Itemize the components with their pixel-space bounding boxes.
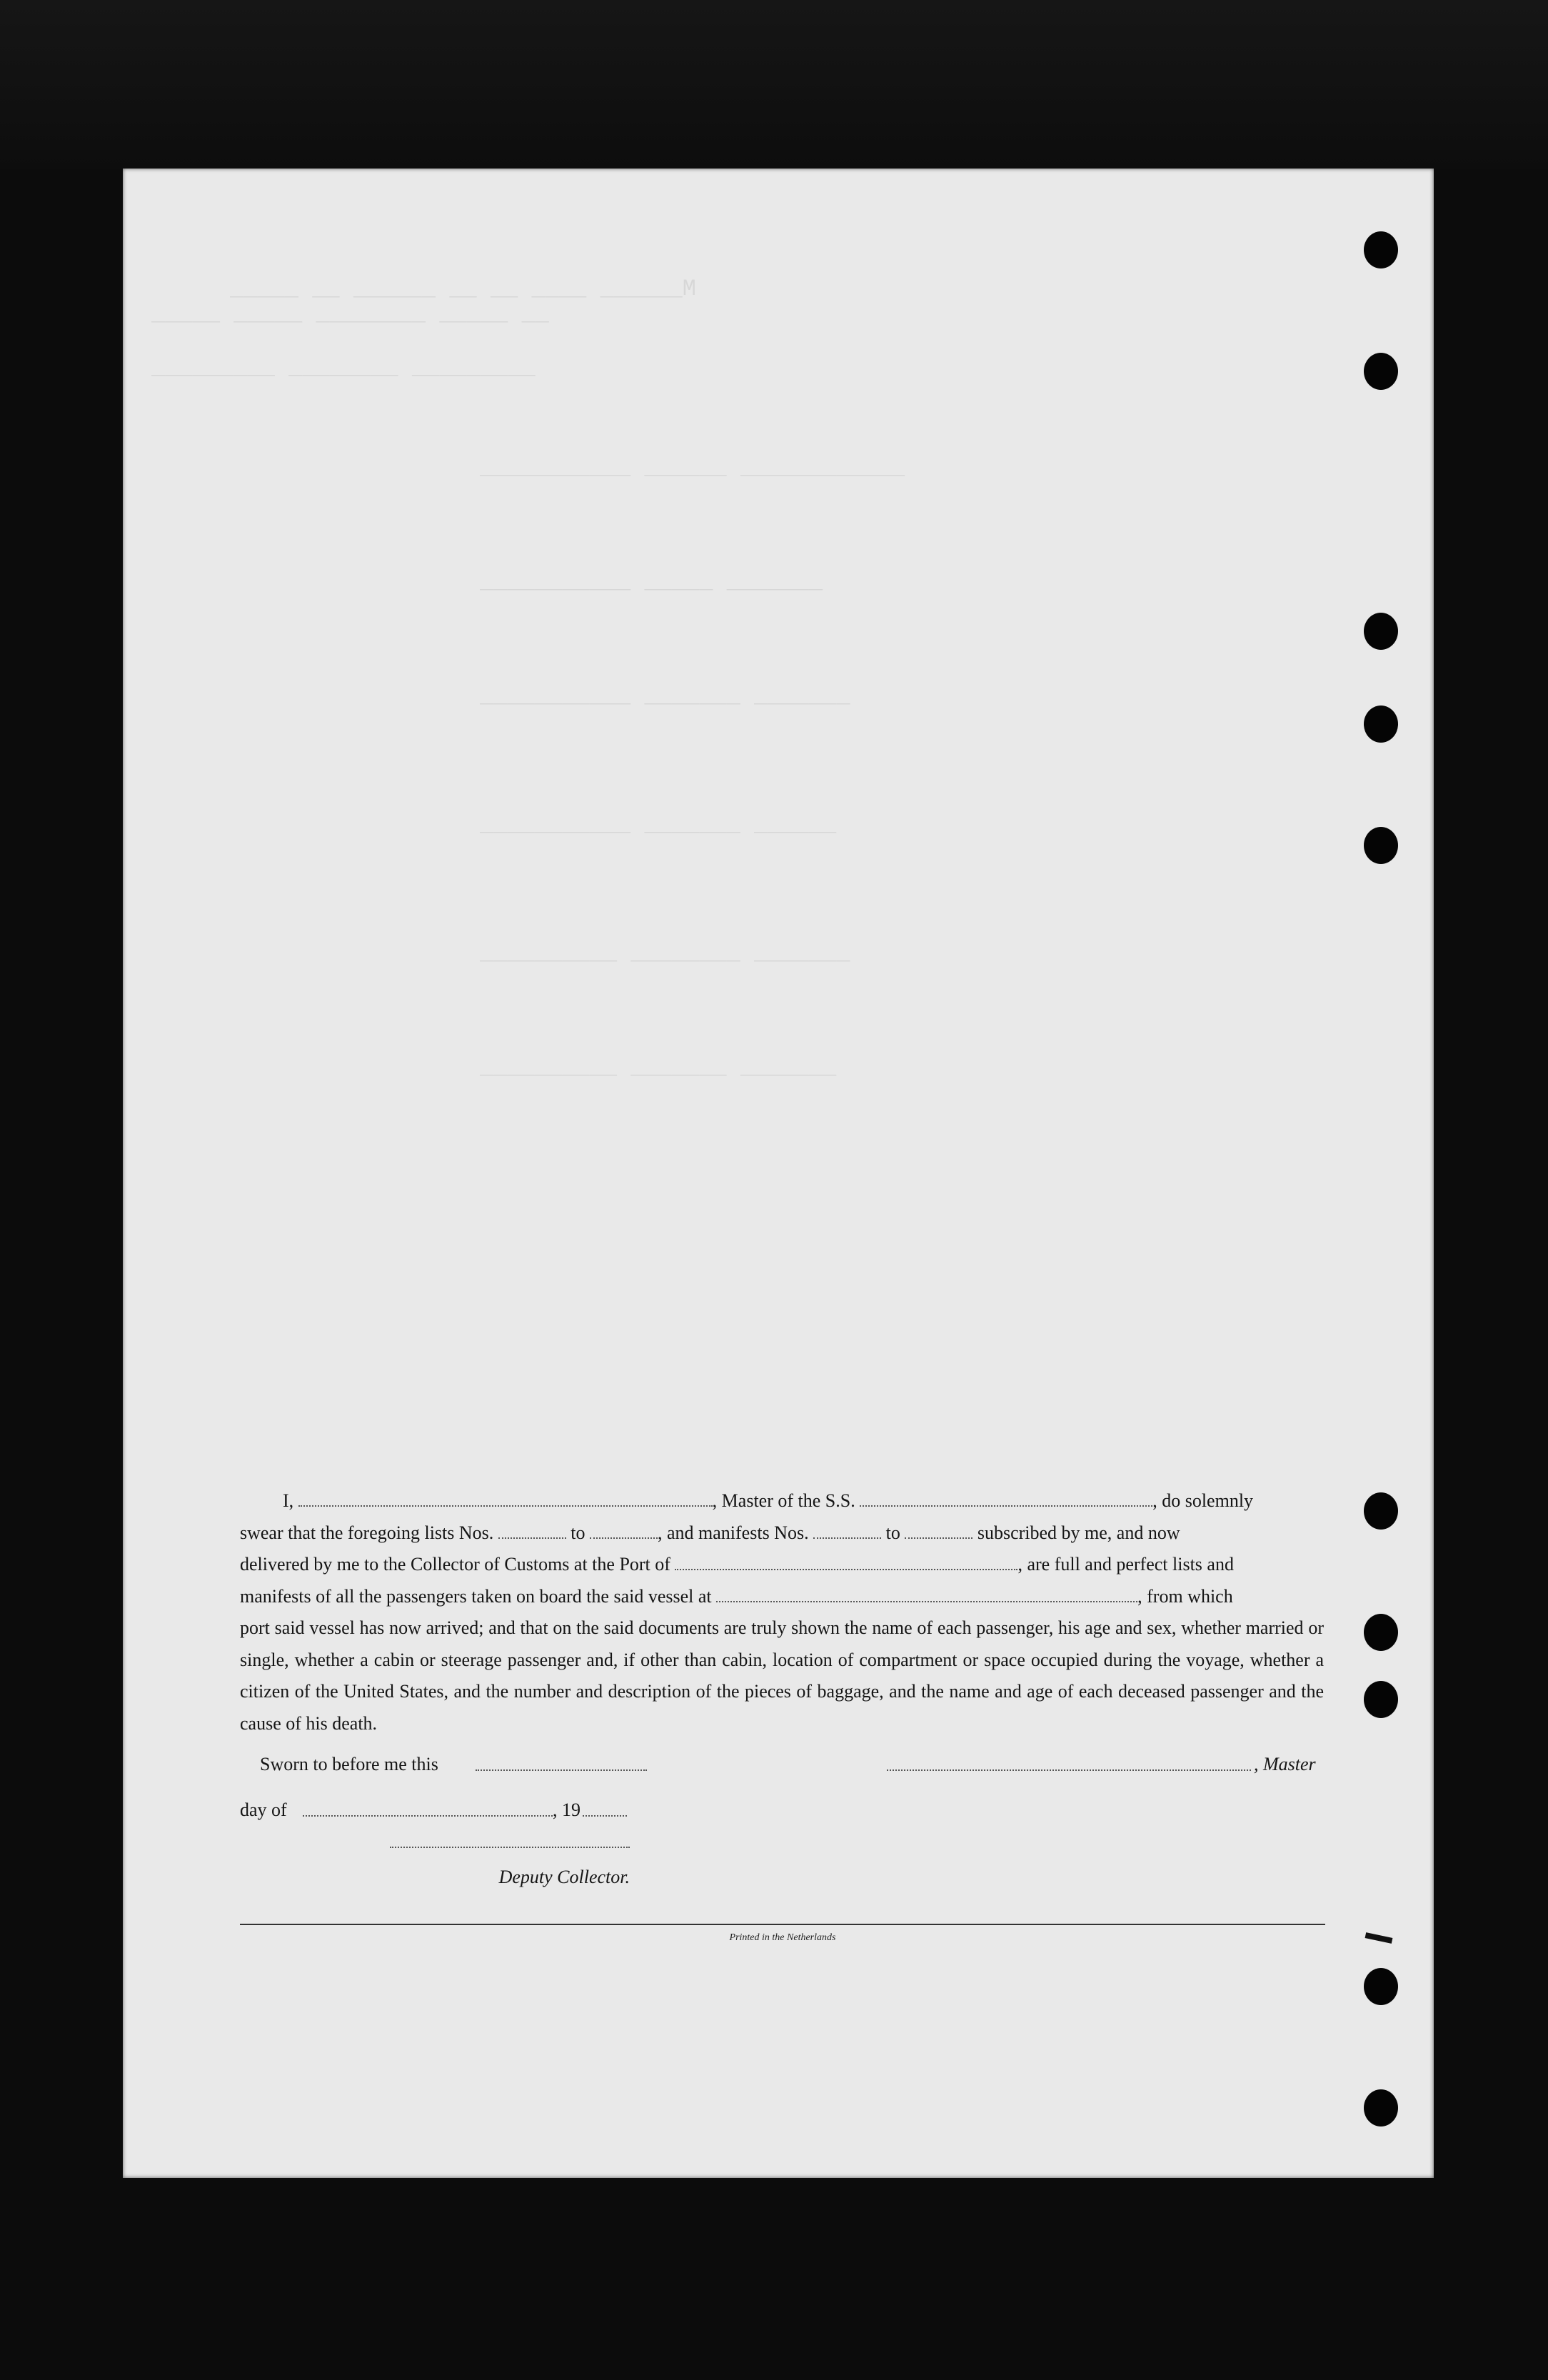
master-oath bbox=[240, 1485, 1324, 1739]
bleed-through-text: _______ _______ __________ bbox=[480, 1054, 837, 1080]
printer-imprint: Printed in the Netherlands bbox=[729, 1932, 836, 1943]
footer-rule bbox=[240, 1924, 1325, 1925]
master-signature-field[interactable] bbox=[887, 1755, 1251, 1771]
oath-lists-full-text: , are full and perfect lists and bbox=[1017, 1554, 1234, 1575]
month-field[interactable] bbox=[303, 1801, 553, 1817]
punch-hole bbox=[1364, 827, 1398, 864]
punch-hole bbox=[1364, 706, 1398, 743]
oath-i-text: I, bbox=[283, 1490, 294, 1511]
oath-vessel-at-text: manifests of all the passengers taken on board the said vessel at bbox=[240, 1585, 712, 1607]
punch-hole bbox=[1364, 2089, 1398, 2127]
punch-hole bbox=[1364, 353, 1398, 390]
master-label: , Master bbox=[1254, 1754, 1316, 1774]
oath-master-text: , Master of the S.S. bbox=[712, 1490, 855, 1511]
oath-from-which-text: , from which bbox=[1137, 1585, 1233, 1607]
lists-from-field[interactable] bbox=[498, 1523, 566, 1539]
punch-hole bbox=[1364, 1492, 1398, 1530]
oath-solemnly-text: , do solemnly bbox=[1152, 1490, 1254, 1511]
departure-port-field[interactable] bbox=[716, 1587, 1137, 1602]
oath-lists-text: swear that the foregoing lists Nos. bbox=[240, 1522, 494, 1543]
bleed-through-text: __ _____ ________ _____ _____ bbox=[151, 301, 549, 327]
oath-to-text: to bbox=[571, 1522, 585, 1543]
manifests-to-field[interactable] bbox=[905, 1523, 972, 1539]
deputy-collector-label: Deputy Collector. bbox=[498, 1867, 630, 1887]
punch-hole bbox=[1364, 613, 1398, 650]
punch-hole bbox=[1364, 1968, 1398, 2005]
master-name-field[interactable] bbox=[298, 1491, 713, 1507]
punch-hole bbox=[1364, 231, 1398, 268]
bleed-through-text: _______ ________ __________ bbox=[480, 940, 850, 966]
lists-to-field[interactable] bbox=[590, 1523, 658, 1539]
oath-body-text: port said vessel has now arrived; and that on the said documents are truly shown the name of each passenger, his age and sex, whether married or single, whether a cabin or steerage passenger and, if other than cabin, location of compartment or space occupied during the voyage, whether a citizen of the United States, and the number and description of the pieces of baggage, and the name and age of each deceased passenger and the cause of his death. bbox=[240, 1617, 1324, 1734]
oath-subscribed-text: subscribed by me, and now bbox=[977, 1522, 1180, 1543]
bleed-through-text: ______ _______ ___________ bbox=[480, 811, 837, 838]
bleed-through-text: _______ _______ ___________ bbox=[480, 683, 850, 709]
bleed-through-text: ____________ ______ ___________ bbox=[480, 454, 905, 481]
bleed-through-text: M______ ____ __ __ ______ __ _____ bbox=[230, 276, 696, 302]
oath-port-text: delivered by me to the Collector of Customs at the Port of bbox=[240, 1554, 670, 1575]
manifests-from-field[interactable] bbox=[813, 1523, 881, 1539]
scan-background-top bbox=[0, 0, 1548, 169]
punch-hole bbox=[1364, 1614, 1398, 1651]
sworn-text: Sworn to before me this bbox=[260, 1754, 438, 1774]
bleed-through-text: _______ _____ ___________ bbox=[480, 568, 823, 595]
manifest-page bbox=[123, 169, 1434, 2178]
day-of-row bbox=[240, 1795, 1324, 1827]
sworn-row bbox=[240, 1749, 1324, 1781]
year-prefix-text: , 19 bbox=[553, 1799, 580, 1820]
oath-to2-text: to bbox=[885, 1522, 900, 1543]
vessel-name-field[interactable] bbox=[860, 1491, 1152, 1507]
oath-line-3 bbox=[240, 1549, 1324, 1581]
oath-line-2 bbox=[240, 1517, 1324, 1550]
year-field[interactable] bbox=[583, 1801, 627, 1817]
bleed-through-text: _________ ________ _________ bbox=[151, 354, 536, 381]
oath-line-1 bbox=[240, 1485, 1324, 1517]
oath-manifests-text: , and manifests Nos. bbox=[658, 1522, 809, 1543]
deputy-signature-field[interactable] bbox=[390, 1847, 630, 1848]
oath-line-4 bbox=[240, 1581, 1324, 1613]
punch-hole bbox=[1364, 1681, 1398, 1718]
sworn-date-field[interactable] bbox=[476, 1755, 647, 1771]
day-of-text: day of bbox=[240, 1799, 287, 1820]
port-field[interactable] bbox=[675, 1555, 1017, 1570]
